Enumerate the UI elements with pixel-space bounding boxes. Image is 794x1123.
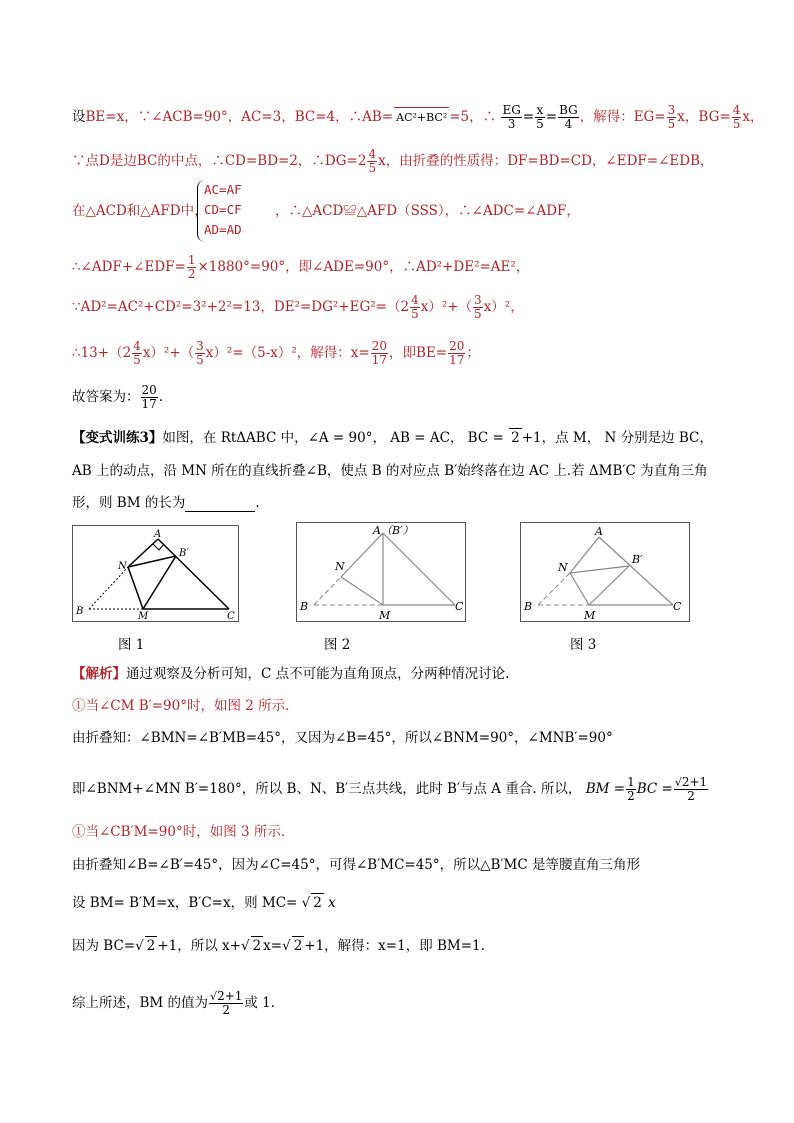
label-b: B (76, 606, 84, 617)
solution-intro (72, 665, 509, 683)
figure-3-caption: 图 3 (570, 637, 597, 653)
text-seg: ∴∠ADF+∠EDF= (72, 259, 186, 275)
text-seg: x）²+（ (142, 345, 195, 361)
sqrt-expression: 2 (313, 895, 322, 911)
text-seg: 通过观察及分析可知，C 点不可能为直角顶点，分两种情况讨论. (126, 666, 510, 682)
text-seg: ，即BE= (389, 345, 448, 361)
problem-tag: 【变式训练3】 (72, 430, 163, 446)
label-m: M (379, 609, 391, 622)
answer-blank (185, 497, 255, 512)
segment-nm (128, 567, 143, 609)
fraction: $\frac{20}{17}$ (449, 339, 465, 367)
math-seg: BC = (636, 781, 673, 797)
sqrt-expression: 2 (293, 938, 303, 954)
sqrt-expression: 2 (252, 938, 262, 954)
fraction: $\frac{3}{5}$ (667, 103, 676, 131)
segment-ac (383, 533, 455, 605)
label-c: C (455, 600, 464, 613)
segment-ac (158, 539, 229, 609)
text-seg: ； (466, 345, 480, 361)
fraction: $\frac{EG}{3}$ (502, 103, 521, 131)
fraction: $\frac{4}{5}$ (411, 293, 419, 321)
text-seg: x， (742, 109, 764, 125)
text-seg: x= (263, 938, 283, 954)
text-seg: x，由折叠的性质得：DF=BD=CD，∠EDF=∠EDB， (378, 153, 714, 169)
solution-line-s4: 由折叠知∠B=∠B′=45°，因为∠C=45°，可得∠B′MC=45°，所以△B′MC 是等腰直角三角形 (72, 857, 640, 873)
fraction: $\frac{3}{5}$ (474, 293, 482, 321)
text-seg: 综上所述，BM 的值为 (72, 995, 209, 1011)
text-seg: x）²+（ (420, 299, 473, 315)
answer-line (72, 384, 163, 411)
label-m: M (584, 609, 596, 622)
fraction: $\frac{4}{5}$ (133, 339, 141, 367)
fraction: $\frac{20}{17}$ (141, 383, 157, 411)
segment-nbp (570, 566, 629, 573)
fraction: $\frac{1}{2}$ (627, 775, 635, 803)
segment-nm (570, 573, 589, 605)
fraction: $\frac{4}{5}$ (368, 147, 377, 175)
text-seg: 设 BM= B′M=x，B′C=x，则 MC= (72, 895, 298, 911)
text-seg: 在△ACD和△AFD中， (72, 203, 208, 219)
label-b: B (524, 600, 533, 613)
label-bprime: B′ (179, 548, 189, 559)
text-seg: 如图，在 RtΔABC 中，∠A = 90°， AB = AC， BC = (162, 430, 504, 446)
sqrt-expression: 2 (511, 430, 520, 446)
text-seg: x）²=（5-x）²，解得：x= (205, 345, 370, 361)
system-row: AD=AD (204, 222, 242, 237)
text-seg: =5，∴ (449, 109, 497, 125)
label-bprime: B′ (632, 553, 643, 566)
fraction: $\frac{BG}{4}$ (559, 103, 578, 131)
text-seg: +1，点 M， N 分别是边 BC， (521, 430, 713, 446)
problem-line-2 (72, 462, 708, 480)
text-seg: +1，所以 x+ (157, 938, 241, 954)
case-1-heading: ①当∠CM B′=90°时，如图 2 所示. (72, 698, 290, 714)
text-seg: ，解得：EG= (579, 109, 666, 125)
label-a: A (595, 525, 603, 538)
text-seg: 因为 BC= (72, 938, 136, 954)
label-c: C (673, 600, 682, 613)
text-seg: x）²， (483, 299, 524, 315)
text-seg: 形，则 BM 的长为 (72, 495, 186, 511)
solution-conclusion (72, 990, 275, 1017)
text-seg: ×1880°=90°，即∠ADE=90°，∴AD²+DE²=AE²， (197, 259, 530, 275)
figure-1 (72, 525, 239, 622)
fraction: $\frac{√2+1}{2}$ (210, 989, 243, 1017)
sqrt-expression: 2 (146, 938, 156, 954)
label-a-bprime: A（B′） (373, 524, 414, 537)
dashed-bn (538, 573, 570, 605)
solution-line-2 (72, 148, 714, 175)
text-seg: 或 1. (244, 995, 276, 1011)
dashed-bn (89, 567, 128, 609)
text-seg: x (328, 895, 336, 911)
segment-mbp (589, 566, 629, 605)
solution-line-s2: 由折叠知：∠BMN=∠B′MB=45°，又因为∠B=45°，所以∠BNM=90°，∠MNB′=90° (72, 730, 613, 746)
segment-mbp (143, 556, 176, 609)
fraction: $\frac{1}{2}$ (187, 253, 196, 281)
label-n: N (335, 560, 345, 573)
math-seg: BM = (585, 781, 626, 797)
system-row: AC=AF (204, 182, 242, 197)
text-seg: ，∴△ACD≌△AFD（SSS），∴∠ADC=∠ADF， (275, 203, 580, 219)
figure-2 (296, 522, 466, 622)
figure-2-caption: 图 2 (324, 637, 351, 653)
solution-line-5 (72, 294, 524, 321)
text-seg: ∵AD²=AC²+CD²=3²+2²=13，DE²=DG²+EG²=（2 (72, 299, 410, 315)
text-seg: 故答案为： (72, 389, 140, 405)
system-row: CD=CF (204, 202, 242, 217)
segment-na (341, 533, 383, 577)
segment-ac (599, 537, 673, 605)
right-angle-mark (153, 544, 164, 550)
text-seg: 即∠BNM+∠MN B′=180°，所以 B、N、B′三点共线，此时 B′与点 A 重合. 所以， (72, 781, 582, 797)
fraction: $\frac{3}{5}$ (196, 339, 204, 367)
equation-system (197, 180, 274, 242)
label-c: C (227, 611, 235, 622)
solution-line-3b (275, 202, 580, 220)
solution-tag: 【解析】 (72, 666, 126, 682)
text-seg: x，BG= (677, 109, 731, 125)
solution-line-4 (72, 254, 529, 281)
text-seg: . (158, 389, 164, 405)
problem-line-1 (72, 428, 713, 447)
dashed-bn (314, 577, 341, 605)
text-seg: AB 上的动点，沿 MN 所在的直线折叠∠B，使点 B 的对应点 B′始终落在边 AC 上.若 ΔMB′C 为直角三角 (72, 463, 708, 479)
segment-na (570, 537, 599, 573)
sqrt-expression: AC²+BC² (394, 107, 449, 127)
solution-line-1: 设BE=x，∵∠ACB=90°，AC=3，BC=4，∴AB= AC²+BC² =5，∴ $\frac{EG}{3}$ = $\frac{x}{5}$ = $\frac{BG}{4}$ ，解得：EG= $\frac{3}{5}$ x，BG= $\frac{4}{5}$ x， (72, 103, 764, 131)
text-seg: ∵点D是边BC的中点，∴CD=BD=2，∴DG=2 (72, 153, 367, 169)
solution-line-6 (72, 340, 480, 367)
text-seg: +1，解得：x=1，即 BM=1. (304, 938, 485, 954)
text-seg: BE=x，∵∠ACB=90°，AC=3，BC=4，∴AB= (85, 109, 394, 125)
fraction: $\frac{x}{5}$ (536, 103, 544, 131)
label-m: M (138, 611, 149, 622)
label-n: N (118, 561, 127, 572)
text-seg: . (255, 495, 260, 511)
case-2-heading: ①当∠CB′M=90°时，如图 3 所示. (72, 824, 286, 840)
label-n: N (558, 561, 568, 574)
solution-line-s5: 设 BM= B′M=x，B′C=x，则 MC= √ 2 x (72, 895, 336, 911)
segment-nm (341, 577, 383, 605)
label-a: A (154, 529, 162, 540)
text-seg: ∴13+（2 (72, 345, 132, 361)
fraction: $\frac{4}{5}$ (732, 103, 741, 131)
figure-3 (520, 522, 690, 622)
problem-line-3 (72, 494, 260, 512)
label-b: B (300, 600, 309, 613)
fraction: $\frac{√2+1}{2}$ (674, 775, 708, 803)
text-seg: 设 (72, 109, 86, 125)
solution-line-s6: 因为 BC=√ 2 +1，所以 x+√ 2 x=√ 2 +1，解得：x=1，即 BM=1. (72, 938, 485, 954)
solution-line-s3 (72, 776, 709, 803)
solution-line-3 (72, 202, 208, 220)
fraction: $\frac{20}{17}$ (371, 339, 388, 367)
segment-nbp (128, 556, 176, 567)
figure-1-caption: 图 1 (118, 637, 145, 653)
